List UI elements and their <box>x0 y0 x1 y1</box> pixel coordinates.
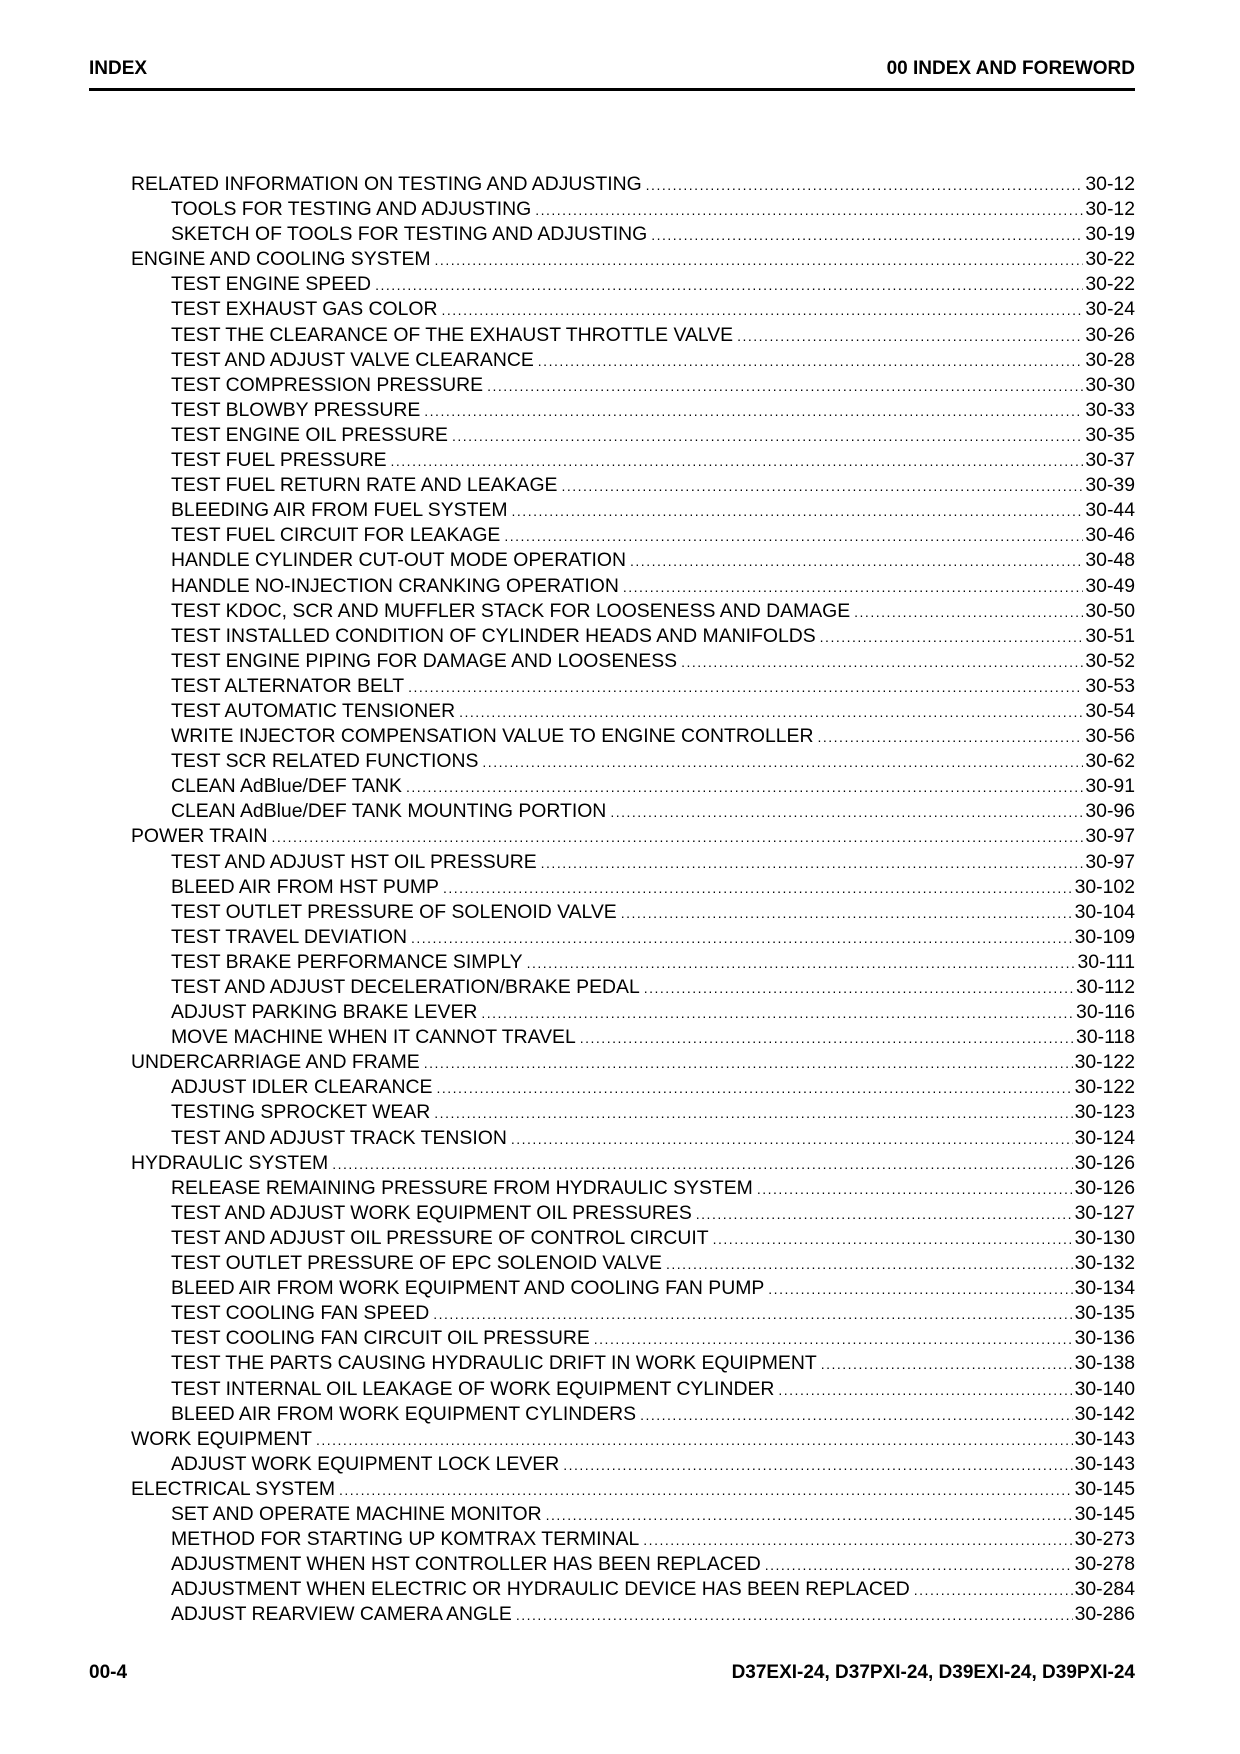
toc-entry-page: 30-46 <box>1085 524 1135 547</box>
toc-dot-leader <box>623 575 1084 599</box>
toc-entry-page: 30-48 <box>1085 549 1135 572</box>
toc-dot-leader <box>316 1428 1073 1452</box>
toc-section-entry[interactable] <box>131 172 1135 197</box>
toc-entry-page: 30-284 <box>1074 1578 1135 1601</box>
toc-entry[interactable] <box>131 1176 1135 1201</box>
toc-entry-title: TEST AND ADJUST HST OIL PRESSURE <box>171 850 537 873</box>
toc-section-entry[interactable] <box>131 1477 1135 1502</box>
toc-entry-title: BLEED AIR FROM WORK EQUIPMENT CYLINDERS <box>171 1402 637 1425</box>
toc-entry-title: TESTING SPROCKET WEAR <box>171 1101 431 1124</box>
toc-entry-title: TEST COOLING FAN CIRCUIT OIL PRESSURE <box>171 1327 590 1350</box>
toc-entry-title: TOOLS FOR TESTING AND ADJUSTING <box>171 198 532 221</box>
toc-entry[interactable] <box>131 925 1135 950</box>
toc-entry-title: TEST TRAVEL DEVIATION <box>171 925 407 948</box>
toc-entry-page: 30-134 <box>1074 1277 1135 1300</box>
toc-entry-page: 30-273 <box>1074 1528 1135 1551</box>
toc-entry[interactable] <box>131 323 1135 348</box>
toc-entry-title: ELECTRICAL SYSTEM <box>131 1477 336 1500</box>
toc-entry[interactable] <box>131 1351 1135 1376</box>
toc-entry-title: TEST SCR RELATED FUNCTIONS <box>171 750 479 773</box>
toc-dot-leader <box>621 901 1073 925</box>
toc-dot-leader <box>546 1503 1073 1527</box>
toc-entry-title: CLEAN AdBlue/DEF TANK <box>171 775 402 798</box>
toc-entry-title: ADJUSTMENT WHEN HST CONTROLLER HAS BEEN REPLACED <box>171 1553 761 1576</box>
toc-dot-leader <box>459 700 1083 724</box>
toc-entry[interactable] <box>131 1301 1135 1326</box>
toc-entry-title: TEST AUTOMATIC TENSIONER <box>171 699 456 722</box>
toc-section-entry[interactable] <box>131 1427 1135 1452</box>
toc-entry-page: 30-118 <box>1076 1026 1135 1049</box>
toc-entry[interactable] <box>131 900 1135 925</box>
toc-dot-leader <box>424 399 1083 423</box>
toc-dot-leader <box>339 1478 1073 1502</box>
toc-entry-title: HANDLE NO-INJECTION CRANKING OPERATION <box>171 574 619 597</box>
toc-entry[interactable] <box>131 523 1135 548</box>
toc-section-entry[interactable] <box>131 824 1135 849</box>
table-of-contents <box>131 172 1135 1627</box>
toc-entry-page: 30-116 <box>1076 1001 1135 1024</box>
toc-entry-page: 30-109 <box>1074 925 1135 948</box>
toc-dot-leader <box>580 1026 1074 1050</box>
toc-entry-title: TEST ALTERNATOR BELT <box>171 674 405 697</box>
toc-entry-page: 30-30 <box>1085 373 1135 396</box>
toc-dot-leader <box>424 1051 1073 1075</box>
toc-entry[interactable] <box>131 1201 1135 1226</box>
toc-entry[interactable] <box>131 875 1135 900</box>
toc-entry-title: TEST INSTALLED CONDITION OF CYLINDER HEADS AND MANIFOLDS <box>171 624 816 647</box>
toc-dot-leader <box>408 675 1083 699</box>
toc-entry-page: 30-143 <box>1074 1427 1135 1450</box>
toc-entry-page: 30-44 <box>1085 499 1135 522</box>
toc-dot-leader <box>646 173 1084 197</box>
toc-entry-page: 30-22 <box>1085 248 1135 271</box>
toc-entry[interactable] <box>131 1502 1135 1527</box>
toc-entry-title: TEST THE CLEARANCE OF THE EXHAUST THROTTLE VALVE <box>171 323 734 346</box>
toc-entry-page: 30-39 <box>1085 474 1135 497</box>
toc-dot-leader <box>332 1152 1072 1176</box>
toc-entry-title: TEST AND ADJUST TRACK TENSION <box>171 1126 507 1149</box>
toc-entry[interactable] <box>131 799 1135 824</box>
toc-entry[interactable] <box>131 599 1135 624</box>
toc-dot-leader <box>435 248 1084 272</box>
toc-dot-leader <box>516 1603 1073 1627</box>
toc-entry-title: SKETCH OF TOOLS FOR TESTING AND ADJUSTING <box>171 223 648 246</box>
toc-entry-title: TEST FUEL RETURN RATE AND LEAKAGE <box>171 474 558 497</box>
toc-entry[interactable] <box>131 1276 1135 1301</box>
toc-entry-title: TEST FUEL PRESSURE <box>171 449 387 472</box>
toc-entry[interactable] <box>131 222 1135 247</box>
toc-dot-leader <box>433 1302 1072 1326</box>
toc-entry[interactable] <box>131 850 1135 875</box>
toc-entry[interactable] <box>131 297 1135 322</box>
page-footer <box>89 1662 1135 1688</box>
toc-entry-page: 30-52 <box>1085 649 1135 672</box>
toc-dot-leader <box>820 625 1084 649</box>
toc-entry-title: ADJUST REARVIEW CAMERA ANGLE <box>171 1603 512 1626</box>
toc-entry-page: 30-136 <box>1074 1327 1135 1350</box>
toc-dot-leader <box>696 1202 1073 1226</box>
toc-entry-title: TEST FUEL CIRCUIT FOR LEAKAGE <box>171 524 501 547</box>
toc-entry-page: 30-54 <box>1085 699 1135 722</box>
toc-entry-title: RELATED INFORMATION ON TESTING AND ADJUSTING <box>131 173 642 195</box>
toc-entry-title: ENGINE AND COOLING SYSTEM <box>131 248 431 271</box>
toc-entry-page: 30-278 <box>1074 1553 1135 1576</box>
toc-entry-title: TEST BRAKE PERFORMANCE SIMPLY <box>171 950 523 973</box>
toc-entry[interactable] <box>131 272 1135 297</box>
toc-entry-title: TEST AND ADJUST OIL PRESSURE OF CONTROL CIRCUIT <box>171 1226 709 1249</box>
toc-dot-leader <box>541 851 1084 875</box>
toc-entry-title: ADJUSTMENT WHEN ELECTRIC OR HYDRAULIC DEVICE HAS BEEN REPLACED <box>171 1578 910 1601</box>
toc-dot-leader <box>406 775 1083 799</box>
toc-dot-leader <box>768 1277 1072 1301</box>
toc-entry-page: 30-143 <box>1074 1452 1135 1475</box>
toc-entry-title: TEST OUTLET PRESSURE OF EPC SOLENOID VALVE <box>171 1252 662 1275</box>
toc-dot-leader <box>452 424 1083 448</box>
toc-entry-title: UNDERCARRIAGE AND FRAME <box>131 1051 420 1074</box>
toc-entry[interactable] <box>131 348 1135 373</box>
toc-entry[interactable] <box>131 498 1135 523</box>
toc-entry-page: 30-127 <box>1074 1201 1135 1224</box>
toc-entry[interactable] <box>131 975 1135 1000</box>
toc-dot-leader <box>504 524 1083 548</box>
toc-entry[interactable] <box>131 1251 1135 1276</box>
toc-dot-leader <box>538 349 1084 373</box>
toc-entry-page: 30-26 <box>1085 323 1135 346</box>
toc-dot-leader <box>630 549 1083 573</box>
toc-dot-leader <box>643 1528 1072 1552</box>
toc-entry-title: SET AND OPERATE MACHINE MONITOR <box>171 1502 542 1525</box>
toc-entry-title: TEST OUTLET PRESSURE OF SOLENOID VALVE <box>171 900 617 923</box>
toc-entry-title: TEST ENGINE PIPING FOR DAMAGE AND LOOSENESS <box>171 649 678 672</box>
toc-entry[interactable] <box>131 649 1135 674</box>
toc-entry[interactable] <box>131 398 1135 423</box>
toc-dot-leader <box>527 951 1076 975</box>
toc-entry-title: TEST COMPRESSION PRESSURE <box>171 373 484 396</box>
toc-entry[interactable] <box>131 1025 1135 1050</box>
toc-entry-page: 30-33 <box>1085 398 1135 421</box>
toc-dot-leader <box>271 825 1083 849</box>
toc-entry-page: 30-96 <box>1085 800 1135 823</box>
toc-entry-title: TEST KDOC, SCR AND MUFFLER STACK FOR LOOSENESS AND DAMAGE <box>171 599 851 622</box>
toc-dot-leader <box>511 1127 1073 1151</box>
toc-entry-page: 30-62 <box>1085 750 1135 773</box>
toc-dot-leader <box>535 198 1083 222</box>
toc-dot-leader <box>443 876 1073 900</box>
toc-entry[interactable] <box>131 1000 1135 1025</box>
toc-entry[interactable] <box>131 699 1135 724</box>
toc-dot-leader <box>481 1001 1074 1025</box>
toc-section-entry[interactable] <box>131 1050 1135 1075</box>
toc-dot-leader <box>737 324 1083 348</box>
toc-entry-title: METHOD FOR STARTING UP KOMTRAX TERMINAL <box>171 1528 640 1551</box>
toc-entry-title: HYDRAULIC SYSTEM <box>131 1151 329 1174</box>
toc-entry[interactable] <box>131 950 1135 975</box>
toc-entry-page: 30-145 <box>1074 1502 1135 1525</box>
toc-entry[interactable] <box>131 1326 1135 1351</box>
toc-entry-page: 30-112 <box>1076 976 1135 998</box>
toc-entry-title: BLEEDING AIR FROM FUEL SYSTEM <box>171 499 508 522</box>
toc-entry-page: 30-138 <box>1074 1352 1135 1375</box>
footer-page-number: 00-4 <box>89 1662 128 1683</box>
header-chapter-title: 00 INDEX AND FOREWORD <box>886 58 1135 79</box>
toc-entry-page: 30-130 <box>1074 1226 1135 1249</box>
toc-entry-page: 30-37 <box>1085 449 1135 472</box>
toc-entry[interactable] <box>131 749 1135 774</box>
toc-entry-page: 30-24 <box>1085 298 1135 321</box>
toc-entry-page: 30-124 <box>1074 1126 1135 1149</box>
toc-dot-leader <box>666 1252 1073 1276</box>
toc-dot-leader <box>442 298 1084 322</box>
toc-dot-leader <box>651 223 1083 247</box>
toc-entry[interactable] <box>131 1402 1135 1427</box>
toc-entry-page: 30-122 <box>1074 1051 1135 1074</box>
toc-entry-title: ADJUST PARKING BRAKE LEVER <box>171 1001 478 1024</box>
toc-entry-page: 30-35 <box>1085 423 1135 446</box>
toc-dot-leader <box>375 273 1083 297</box>
toc-entry[interactable] <box>131 473 1135 498</box>
toc-entry[interactable] <box>131 1075 1135 1100</box>
toc-dot-leader <box>512 499 1084 523</box>
toc-dot-leader <box>436 1076 1072 1100</box>
toc-entry-title: TEST THE PARTS CAUSING HYDRAULIC DRIFT IN WORK EQUIPMENT <box>171 1352 817 1375</box>
toc-entry-page: 30-12 <box>1085 198 1135 221</box>
toc-dot-leader <box>391 449 1084 473</box>
toc-entry-page: 30-286 <box>1074 1603 1135 1626</box>
toc-entry-page: 30-28 <box>1085 348 1135 371</box>
page-header <box>89 58 1135 91</box>
toc-entry-page: 30-104 <box>1074 900 1135 923</box>
toc-dot-leader <box>434 1101 1072 1125</box>
toc-entry[interactable] <box>131 774 1135 799</box>
toc-dot-leader <box>411 926 1073 950</box>
toc-dot-leader <box>563 1453 1072 1477</box>
toc-entry-title: HANDLE CYLINDER CUT-OUT MODE OPERATION <box>171 549 627 572</box>
toc-entry-page: 30-49 <box>1085 574 1135 597</box>
toc-entry-page: 30-22 <box>1085 273 1135 296</box>
toc-entry-page: 30-12 <box>1085 173 1135 195</box>
toc-entry-page: 30-126 <box>1074 1151 1135 1174</box>
toc-entry-title: TEST BLOWBY PRESSURE <box>171 398 421 421</box>
toc-entry[interactable] <box>131 1527 1135 1552</box>
toc-entry[interactable] <box>131 448 1135 473</box>
toc-entry[interactable] <box>131 1602 1135 1627</box>
toc-entry-title: ADJUST WORK EQUIPMENT LOCK LEVER <box>171 1452 560 1475</box>
toc-entry[interactable] <box>131 1552 1135 1577</box>
toc-entry-page: 30-51 <box>1085 624 1135 647</box>
toc-dot-leader <box>854 600 1083 624</box>
toc-entry[interactable] <box>131 674 1135 699</box>
toc-entry-page: 30-142 <box>1074 1402 1135 1425</box>
toc-entry-title: RELEASE REMAINING PRESSURE FROM HYDRAULIC SYSTEM <box>171 1176 753 1199</box>
toc-dot-leader <box>713 1227 1073 1251</box>
toc-entry-page: 30-135 <box>1074 1302 1135 1325</box>
toc-dot-leader <box>914 1578 1073 1602</box>
toc-dot-leader <box>757 1177 1073 1201</box>
toc-entry-title: WRITE INJECTOR COMPENSATION VALUE TO ENGINE CONTROLLER <box>171 725 814 748</box>
toc-dot-leader <box>644 976 1074 1000</box>
toc-entry-page: 30-122 <box>1074 1076 1135 1099</box>
toc-entry-title: TEST AND ADJUST VALVE CLEARANCE <box>171 348 534 371</box>
footer-model-list: D37EXI-24, D37PXI-24, D39EXI-24, D39PXI-24 <box>731 1662 1135 1683</box>
toc-dot-leader <box>487 374 1083 398</box>
toc-entry[interactable] <box>131 1100 1135 1125</box>
toc-entry[interactable] <box>131 1377 1135 1402</box>
toc-entry-page: 30-53 <box>1085 674 1135 697</box>
toc-entry[interactable] <box>131 197 1135 222</box>
toc-entry-title: TEST AND ADJUST DECELERATION/BRAKE PEDAL <box>171 976 640 998</box>
toc-entry-page: 30-140 <box>1074 1377 1135 1400</box>
toc-entry-title: WORK EQUIPMENT <box>131 1427 312 1450</box>
toc-entry[interactable] <box>131 574 1135 599</box>
toc-entry[interactable] <box>131 373 1135 398</box>
toc-entry-title: ADJUST IDLER CLEARANCE <box>171 1076 433 1099</box>
toc-entry[interactable] <box>131 423 1135 448</box>
toc-entry[interactable] <box>131 548 1135 573</box>
toc-entry-page: 30-50 <box>1085 599 1135 622</box>
toc-entry-title: TEST INTERNAL OIL LEAKAGE OF WORK EQUIPMENT CYLINDER <box>171 1377 775 1400</box>
toc-entry-title: CLEAN AdBlue/DEF TANK MOUNTING PORTION <box>171 800 607 823</box>
toc-entry-title: TEST AND ADJUST WORK EQUIPMENT OIL PRESSURES <box>171 1201 692 1224</box>
toc-entry-page: 30-102 <box>1074 875 1135 898</box>
toc-entry-title: POWER TRAIN <box>131 825 268 848</box>
toc-entry-page: 30-19 <box>1085 223 1135 246</box>
toc-entry-title: TEST EXHAUST GAS COLOR <box>171 298 438 321</box>
toc-entry-title: BLEED AIR FROM WORK EQUIPMENT AND COOLING FAN PUMP <box>171 1277 765 1300</box>
toc-section-entry[interactable] <box>131 1151 1135 1176</box>
toc-entry-page: 30-97 <box>1085 825 1135 848</box>
toc-entry[interactable] <box>131 1226 1135 1251</box>
toc-dot-leader <box>681 650 1083 674</box>
toc-entry-title: BLEED AIR FROM HST PUMP <box>171 875 439 898</box>
toc-entry-title: MOVE MACHINE WHEN IT CANNOT TRAVEL <box>171 1026 576 1049</box>
toc-dot-leader <box>482 750 1083 774</box>
toc-dot-leader <box>821 1352 1073 1376</box>
toc-dot-leader <box>778 1378 1072 1402</box>
toc-entry-page: 30-123 <box>1074 1101 1135 1124</box>
toc-entry-page: 30-91 <box>1085 775 1135 798</box>
toc-entry[interactable] <box>131 1577 1135 1602</box>
toc-entry-page: 30-111 <box>1077 950 1135 973</box>
toc-entry-title: TEST ENGINE OIL PRESSURE <box>171 423 448 446</box>
toc-dot-leader <box>561 474 1083 498</box>
toc-entry[interactable] <box>131 624 1135 649</box>
toc-entry-page: 30-132 <box>1074 1252 1135 1275</box>
toc-dot-leader <box>765 1553 1073 1577</box>
toc-entry[interactable] <box>131 1126 1135 1151</box>
toc-section-entry[interactable] <box>131 247 1135 272</box>
toc-entry-page: 30-97 <box>1085 850 1135 873</box>
toc-entry-page: 30-56 <box>1085 725 1135 748</box>
header-section-label: INDEX <box>89 58 148 79</box>
toc-entry[interactable] <box>131 724 1135 749</box>
toc-entry-title: TEST ENGINE SPEED <box>171 273 372 296</box>
toc-dot-leader <box>594 1327 1073 1351</box>
toc-entry[interactable] <box>131 1452 1135 1477</box>
toc-dot-leader <box>818 725 1084 749</box>
toc-entry-page: 30-145 <box>1074 1477 1135 1500</box>
toc-dot-leader <box>610 800 1083 824</box>
toc-entry-title: TEST COOLING FAN SPEED <box>171 1302 430 1325</box>
toc-entry-page: 30-126 <box>1074 1176 1135 1199</box>
toc-dot-leader <box>640 1403 1073 1427</box>
